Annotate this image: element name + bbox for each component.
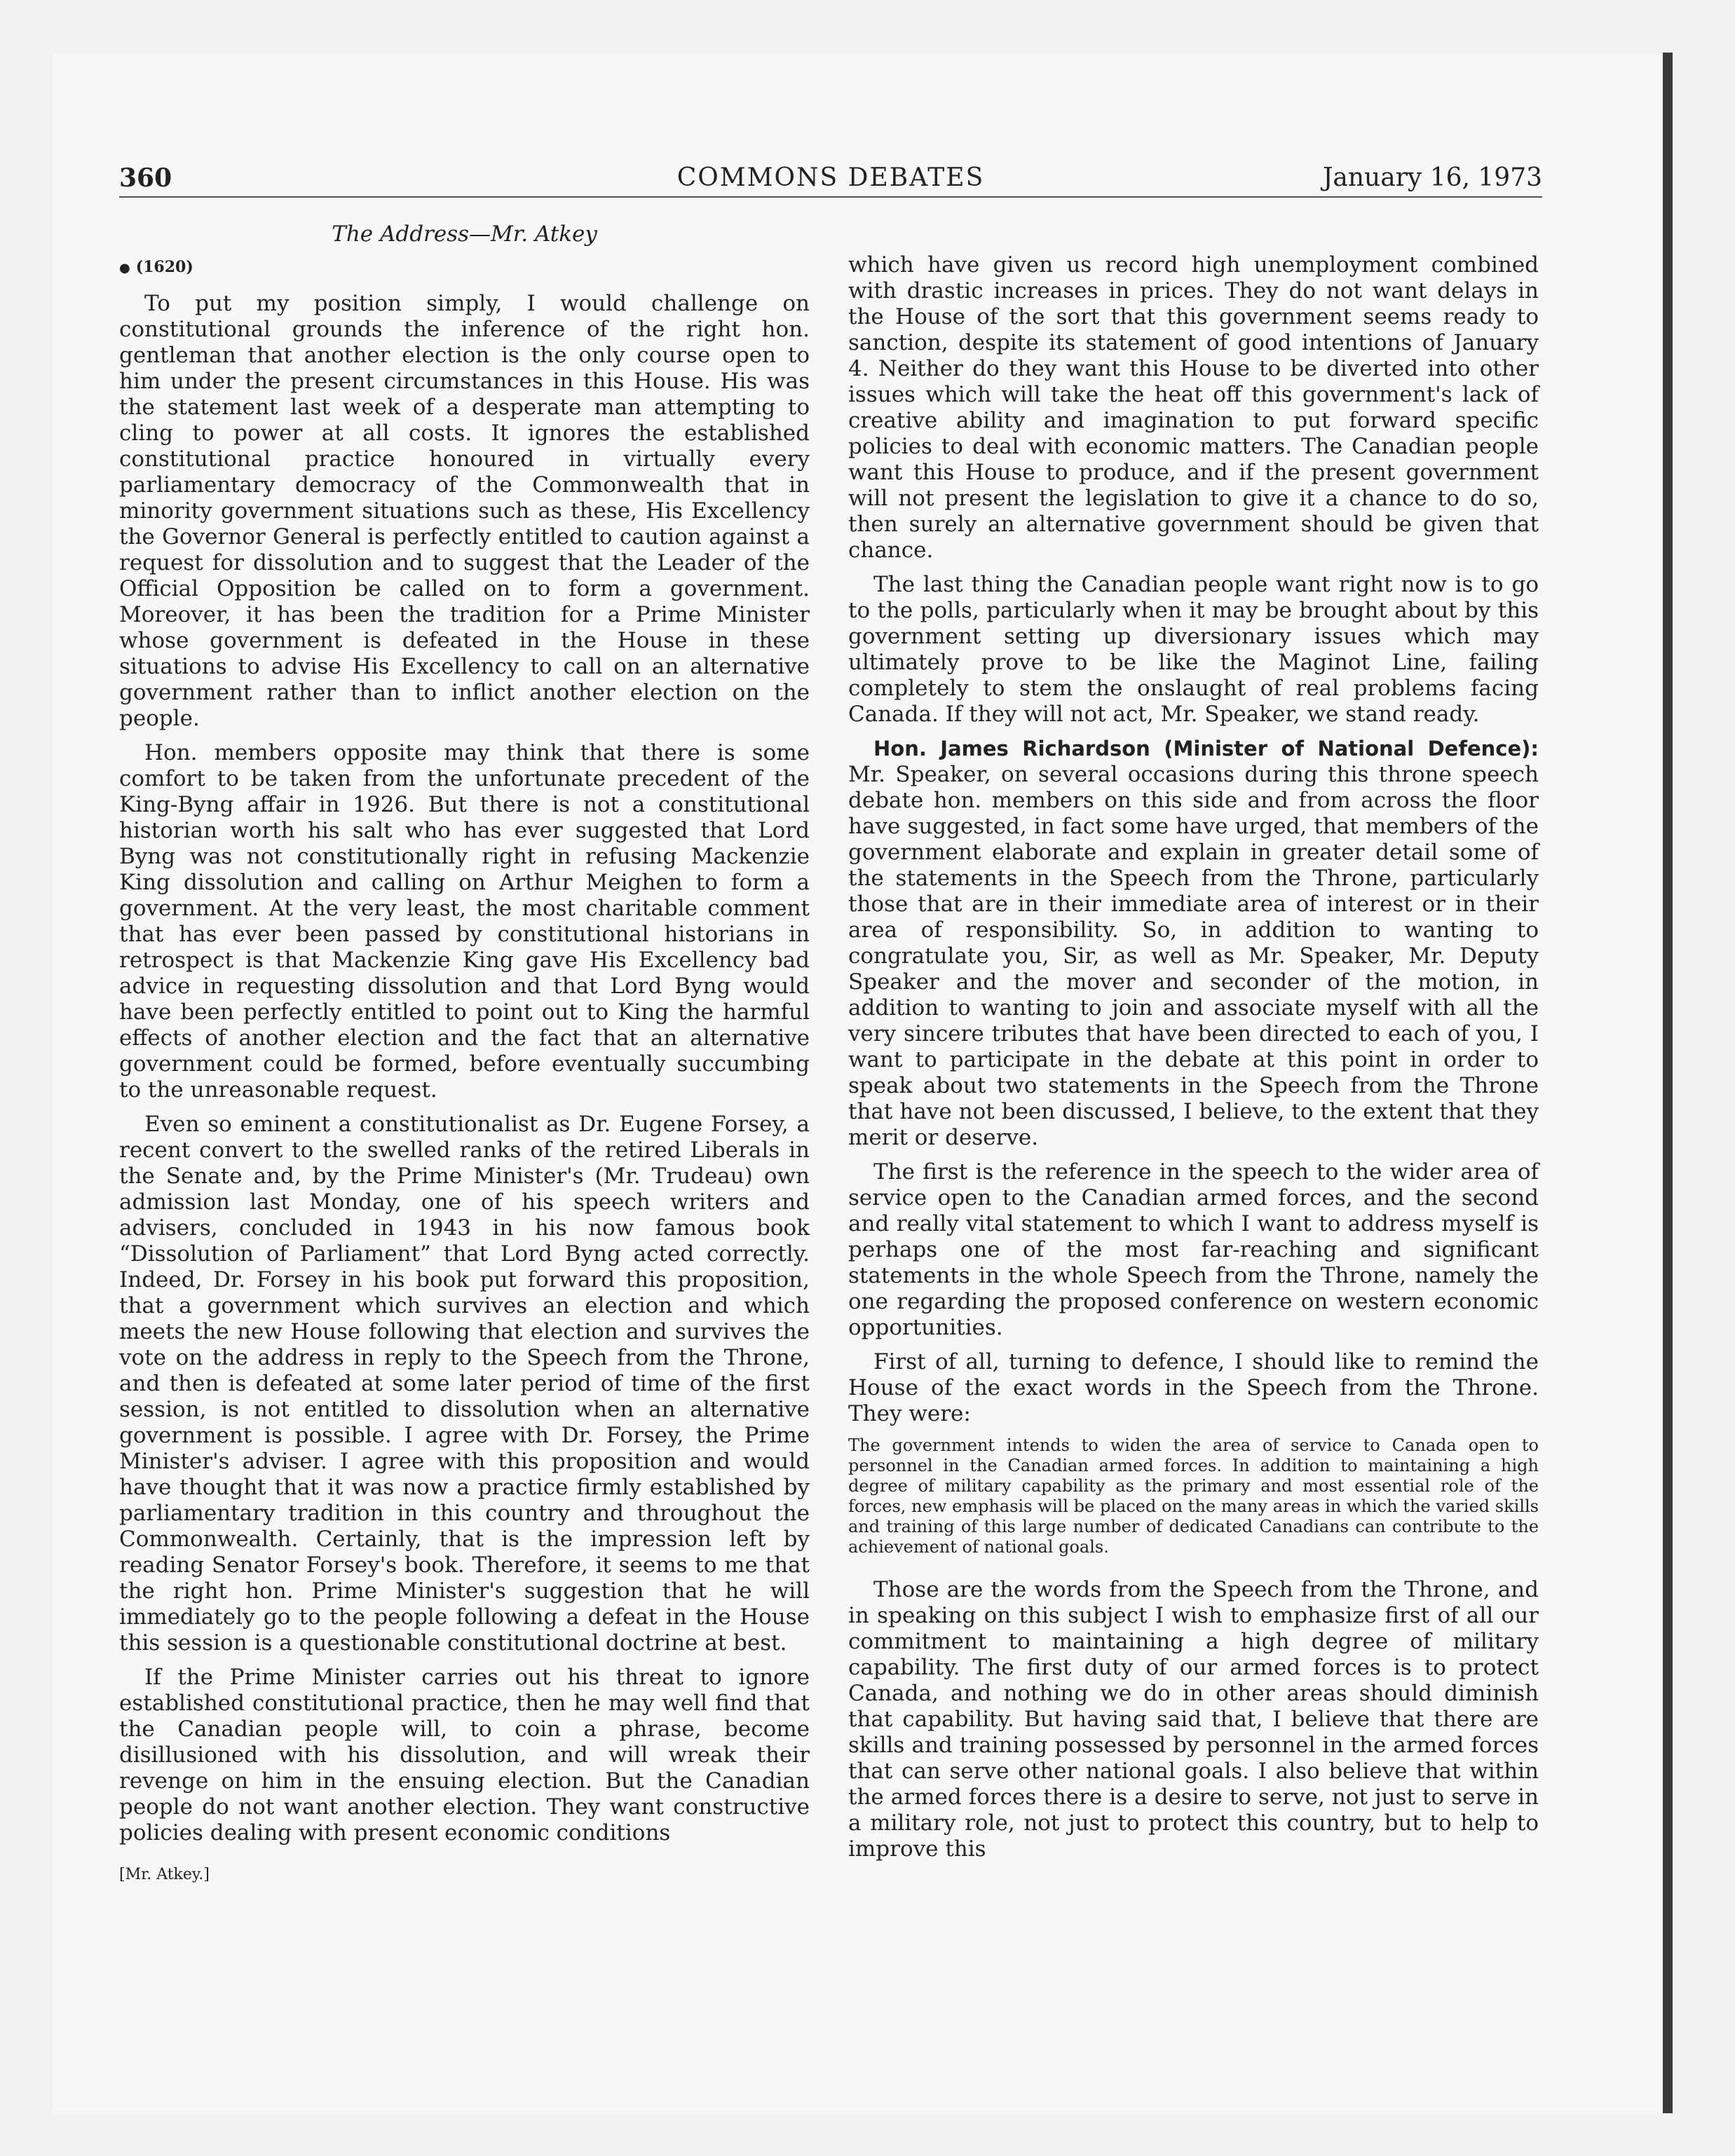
paragraph: First of all, turning to defence, I should like to remind the House of the exact words in the Speech from the Throne. They were: bbox=[848, 1349, 1539, 1426]
paragraph: Those are the words from the Speech from the Throne, and in speaking on this subject I wish to emphasize first of all our commitment to maintaining a high degree of military capability. The first duty of our armed forces is to protect Canada, and nothing we do in other areas should diminish that capability. But having said that, I believe that there are skills and training possessed by personnel in the armed forces that can serve other national goals. I also believe that within the armed forces there is a desire to serve, not just to serve in a military role, not just to protect this country, but to help to improve this bbox=[848, 1577, 1539, 1862]
time-marker bbox=[119, 254, 810, 281]
header-date: January 16, 1973 bbox=[1322, 163, 1542, 192]
page-header bbox=[119, 163, 1542, 198]
left-column bbox=[119, 221, 810, 1896]
paragraph-continuation: which have given us record high unemployment combined with drastic increases in prices. They do not want delays in the House of the sort that this government seems ready to sanction, despite its statement of good intentions of January 4. Neither do they want this House to be diverted into other issues which will take the heat off this government's lack of creative ability and imagination to put forward specific policies to deal with economic matters. The Canadian people want this House to produce, and if the present government will not present the legislation to give it a chance to do so, then surely an alternative government should be given that chance. bbox=[848, 252, 1539, 563]
running-title: COMMONS DEBATES bbox=[676, 163, 985, 192]
paragraph: The last thing the Canadian people want right now is to go to the polls, particularly when it may be brought about by this government setting up diversionary issues which may ultimately prove to be like the Maginot Line, failing completely to stem the onslaught of real problems facing Canada. If they will not act, Mr. Speaker, we stand ready. bbox=[848, 572, 1539, 727]
paragraph: The first is the reference in the speech to the wider area of service open to the Canadian armed forces, and the second and really vital statement to which I want to address myself is perhaps one of the most far-reaching and significant statements in the whole Speech from the Throne, namely the one regarding the proposed conference on western economic opportunities. bbox=[848, 1159, 1539, 1340]
speaker-name: Hon. James Richardson (Minister of National Defence): bbox=[873, 737, 1539, 760]
speech-paragraph bbox=[848, 736, 1539, 1151]
section-heading: The Address—Mr. Atkey bbox=[332, 221, 597, 247]
speech-text: Mr. Speaker, on several occasions during this throne speech debate hon. members on this side and from across the floor have suggested, in fact some have urged, that members of the government elaborate and explain in greater detail some of the statements in the Speech from the Throne, particularly those that are in their immediate area of interest or in their area of responsibility. So, in addition to wanting to congratulate you, Sir, as well as Mr. Speaker, Mr. Deputy Speaker and the mover and seconder of the motion, in addition to wanting to join and associate myself with all the very sincere tributes that have been directed to each of you, I want to participate in the debate at this point in order to speak about two statements in the Speech from the Throne that have not been discussed, I believe, to the extent that they merit or deserve. bbox=[848, 762, 1539, 1150]
paragraph: If the Prime Minister carries out his threat to ignore established constitutional practice, then he may well find that the Canadian people will, to coin a phrase, become disillusioned with his dissolution, and will wreak their revenge on him in the ensuing election. But the Canadian people do not want another election. They want constructive policies dealing with present economic conditions bbox=[119, 1665, 810, 1845]
speaker-attribution: [Mr. Atkey.] bbox=[119, 1866, 210, 1883]
right-column bbox=[848, 252, 1539, 1871]
paragraph: To put my position simply, I would challenge on constitutional grounds the inference of the right hon. gentleman that another election is the only course open to him under the present circumstances in this House. His was the statement last week of a desperate man attempting to cling to power at all costs. It ignores the established constitutional practice honoured in virtually every parliamentary democracy of the Commonwealth that in minority government situations such as these, His Excellency the Governor General is perfectly entitled to caution against a request for dissolution and to suggest that the Leader of the Official Opposition be called on to form a government. Moreover, it has been the tradition for a Prime Minister whose government is defeated in the House in these situations to advise His Excellency to call on an alternative government rather than to inflict another election on the people. bbox=[119, 291, 810, 731]
bullet-icon: ● bbox=[119, 261, 130, 275]
timestamp: (1620) bbox=[135, 258, 193, 276]
page-number: 360 bbox=[119, 163, 172, 193]
paragraph: Hon. members opposite may think that there is some comfort to be taken from the unfortunate precedent of the King-Byng affair in 1926. But there is not a constitutional historian worth his salt who has ever suggested that Lord Byng was not constitutionally right in refusing Mackenzie King dissolution and calling on Arthur Meighen to form a government. At the very least, the most charitable comment that has ever been passed by constitutional historians in retrospect is that Mackenzie King gave His Excellency bad advice in requesting dissolution and that Lord Byng would have been perfectly entitled to point out to King the harmful effects of another election and the fact that an alternative government could be formed, before eventually succumbing to the unreasonable request. bbox=[119, 740, 810, 1103]
binding-edge bbox=[1663, 53, 1673, 2113]
paragraph: Even so eminent a constitutionalist as Dr. Eugene Forsey, a recent convert to the swelled ranks of the retired Liberals in the Senate and, by the Prime Minister's (Mr. Trudeau) own admission last Monday, one of his speech writers and advisers, concluded in 1943 in his now famous book “Dissolution of Parliament” that Lord Byng acted correctly. Indeed, Dr. Forsey in his book put forward this proposition, that a government which survives an election and which meets the new House following that election and survives the vote on the address in reply to the Speech from the Throne, and then is defeated at some later period of time of the first session, is not entitled to dissolution when an alternative government is possible. I agree with Dr. Forsey, the Prime Minister's adviser. I agree with this proposition and would have thought that it was now a practice firmly established by parliamentary tradition in this country and throughout the Commonwealth. Certainly, that is the impression left by reading Senator Forsey's book. Therefore, it seems to me that the right hon. Prime Minister's suggestion that he will immediately go to the people following a defeat in the House this session is a questionable constitutional doctrine at best. bbox=[119, 1112, 810, 1656]
block-quote: The government intends to widen the area of service to Canada open to personnel in the Canadian armed forces. In addition to maintaining a high degree of military capability as the primary and most essential role of the forces, new emphasis will be placed on the many areas in which the varied skills and training of this large number of dedicated Canadians can contribute to the achievement of national goals. bbox=[848, 1435, 1539, 1557]
